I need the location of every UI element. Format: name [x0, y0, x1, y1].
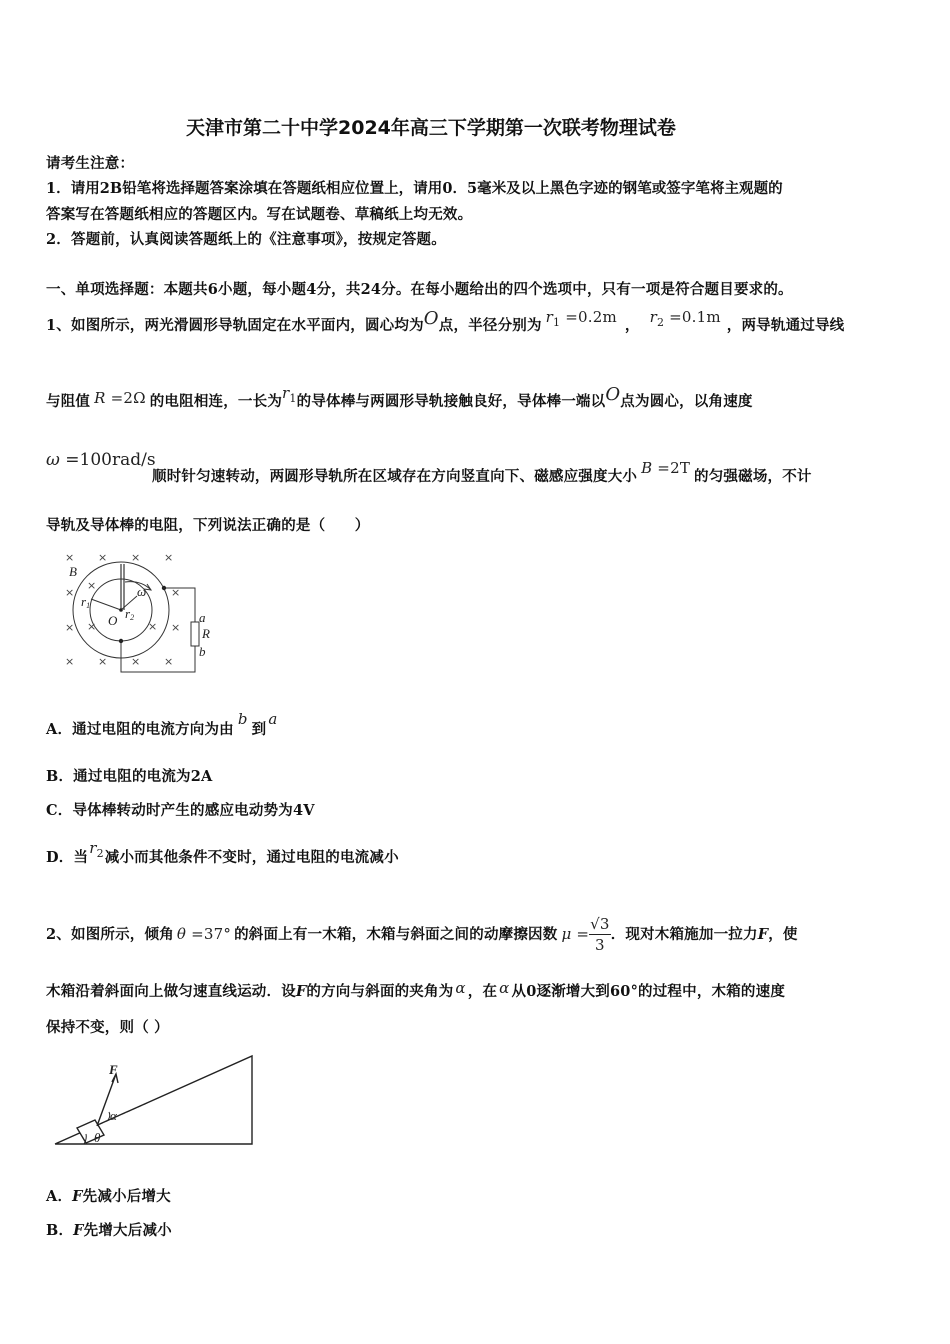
- svg-text:×: ×: [164, 655, 174, 668]
- fig-label-r2: r2: [125, 606, 135, 622]
- notice-item-1-line-1: 1．请用2B铅笔将选择题答案涂填在答题纸相应位置上，请用0．5毫米及以上黑色字迹的钢笔或签字笔将主观题的: [46, 180, 783, 197]
- svg-text:×: ×: [131, 655, 141, 668]
- section-heading: 一、单项选择题：本题共6小题，每小题4分，共24分。在每小题给出的四个选项中，只有一项是符合题目要求的。: [46, 281, 793, 298]
- math-omega: ω =100rad/s: [46, 450, 156, 470]
- fig-label-O: O: [108, 613, 118, 628]
- notice-item-2: 2．答题前，认真阅读答题纸上的《注意事项》，按规定答题。: [46, 231, 446, 248]
- q2-option-b: B．F先增大后减小: [46, 1222, 172, 1239]
- fig-label-omega: ω: [137, 584, 147, 599]
- notice-heading: 请考生注意：: [46, 155, 135, 172]
- q1-line-2: 与阻值 R =2Ω 的电阻相连，一长为$r_1$的导体棒与两圆形导轨接触良好，导体棒一端以O点为圆心，以角速度: [46, 384, 753, 410]
- math-r1-length: $r_1$: [282, 384, 297, 405]
- fig-label-a: a: [199, 610, 206, 625]
- math-B: B =2T: [641, 459, 691, 477]
- svg-text:×: ×: [131, 551, 141, 564]
- incline-direction-dash: [100, 1103, 147, 1124]
- svg-text:×: ×: [65, 655, 75, 668]
- resistor-symbol: [191, 622, 199, 646]
- fig-label-R: R: [202, 626, 210, 641]
- q1-option-d: D．当$r_2$减小而其他条件不变时，通过电阻的电流减小: [46, 839, 399, 866]
- q1-line-3: 顺时针匀速转动，两圆形导轨所在区域存在方向竖直向下、磁感应强度大小 B =2T 的匀强磁场，不计: [152, 459, 812, 485]
- q2-line-1: 2、如图所示，倾角 θ =37° 的斜面上有一木箱，木箱与斜面之间的动摩擦因数 μ = $\frac{√3}{3}$ ．现对木箱施加一拉力F，使: [46, 915, 798, 954]
- svg-text:×: ×: [98, 655, 108, 668]
- math-O: O: [423, 308, 439, 329]
- q2-incline-figure: [50, 1050, 260, 1150]
- math-mu: μ = $\frac{√3}{3}$: [561, 915, 610, 954]
- math-r1: $r_1 =0.2m$: [545, 308, 617, 329]
- radius-r1-line: [91, 599, 121, 610]
- q1-option-b: B．通过电阻的电流为2A: [46, 768, 213, 785]
- svg-text:×: ×: [65, 621, 75, 634]
- page-title: 天津市第二十中学2024年高三下学期第一次联考物理试卷: [186, 117, 676, 139]
- math-R: R =2Ω: [94, 389, 146, 407]
- svg-text:×: ×: [98, 551, 108, 564]
- svg-text:×: ×: [171, 621, 181, 634]
- q2-line-3: 保持不变，则（ ）: [46, 1019, 169, 1036]
- math-O-center: O: [605, 384, 621, 405]
- q1-option-c: C．导体棒转动时产生的感应电动势为4V: [46, 802, 315, 819]
- q1-line-4: 导轨及导体棒的电阻，下列说法正确的是（ ）: [46, 517, 370, 534]
- math-theta: θ =37°: [176, 925, 232, 943]
- q1-option-a: A．通过电阻的电流方向为由b到a: [46, 710, 278, 738]
- notice-item-1-line-2: 答案写在答题纸相应的答题区内。写在试题卷、草稿纸上均无效。: [46, 206, 473, 223]
- fig-label-B: B: [69, 564, 77, 579]
- fig-label-b: b: [199, 644, 206, 659]
- svg-text:×: ×: [148, 620, 158, 633]
- svg-text:×: ×: [65, 551, 75, 564]
- svg-text:×: ×: [164, 551, 174, 564]
- math-r2: $r_2 =0.1m$: [649, 308, 721, 329]
- fig-label-F: F: [109, 1062, 118, 1077]
- fig-label-alpha: α: [110, 1108, 117, 1123]
- q1-line-1: 1、如图所示，两光滑圆形导轨固定在水平面内，圆心均为O点，半径分别为 $r_1 =0.2m$ ， $r_2 =0.1m$ ，两导轨通过导线: [46, 308, 845, 334]
- fig-label-theta: θ: [94, 1130, 101, 1145]
- q1-circuit-figure: [55, 546, 225, 678]
- svg-text:×: ×: [87, 620, 97, 633]
- q2-line-2: 木箱沿着斜面向上做匀速直线运动．设F的方向与斜面的夹角为 α ，在 α 从0逐渐增大到60°的过程中，木箱的速度: [46, 979, 786, 1000]
- q2-option-a: A．F先减小后增大: [46, 1188, 171, 1205]
- svg-text:×: ×: [87, 579, 97, 592]
- svg-text:×: ×: [171, 586, 181, 599]
- svg-text:×: ×: [65, 586, 75, 599]
- fig-label-r1: r1: [81, 594, 91, 610]
